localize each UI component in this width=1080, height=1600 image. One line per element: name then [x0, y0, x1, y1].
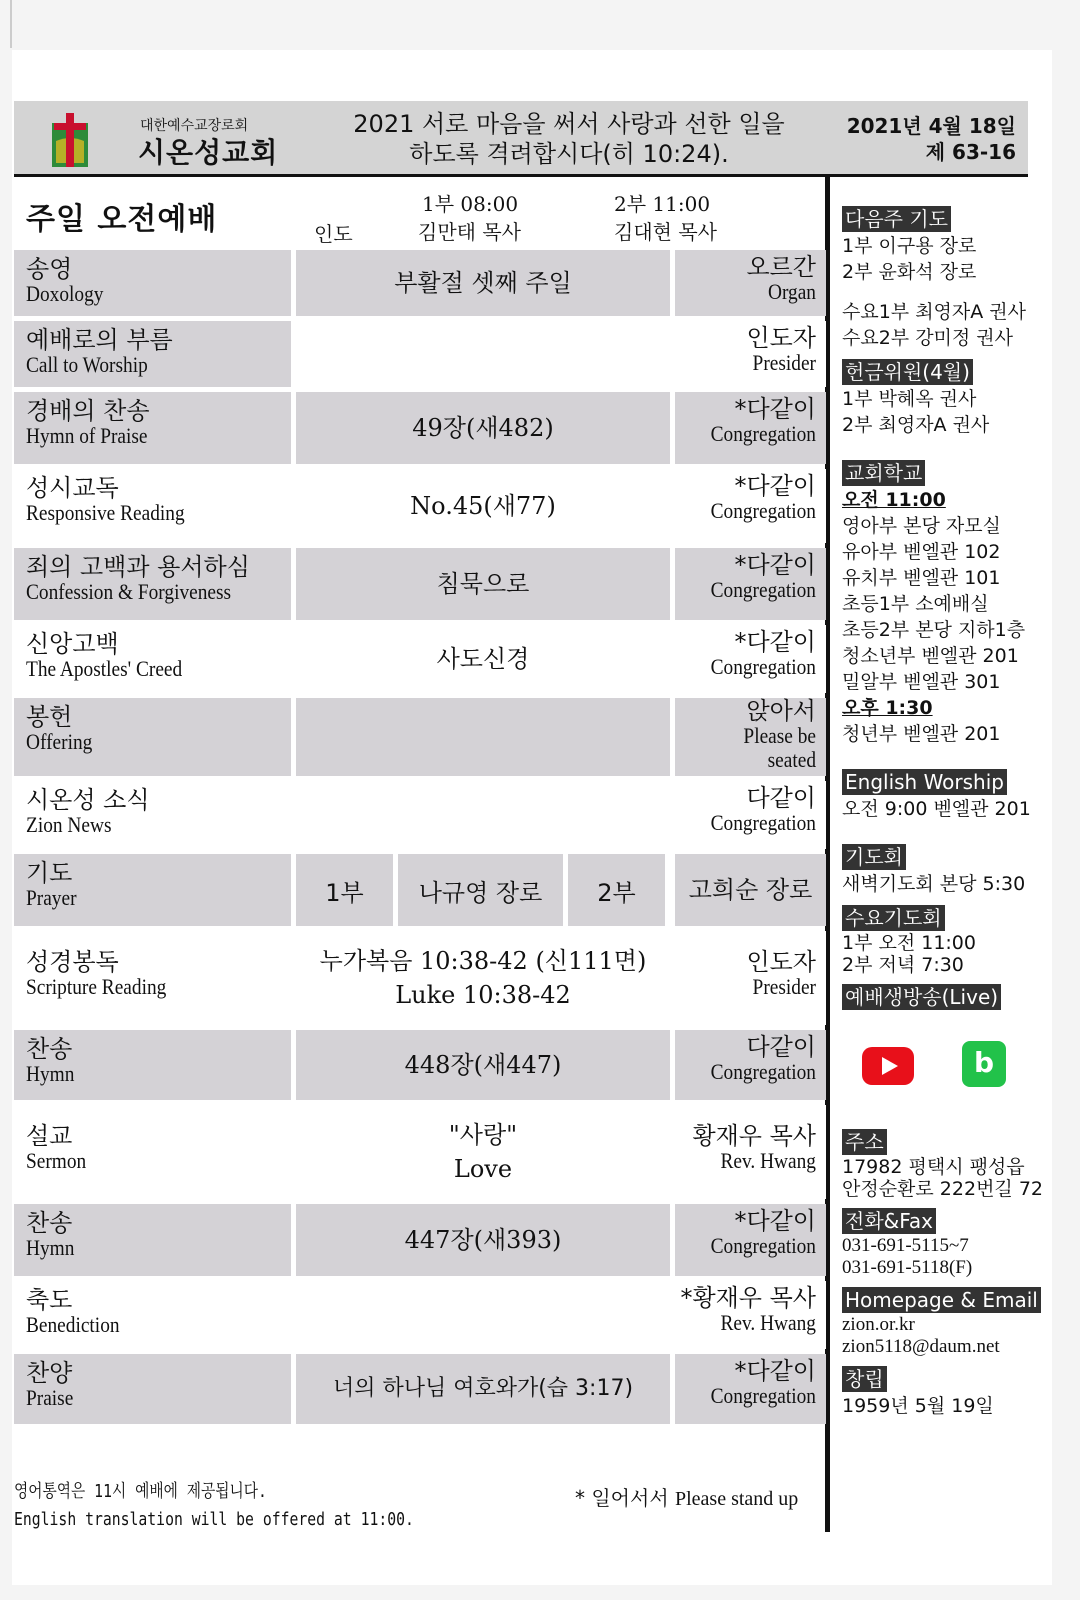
item-content: No.45(새77) — [410, 492, 556, 520]
homepage-link[interactable]: zion.or.kr — [842, 1314, 915, 1335]
sidebar-line: 영아부 본당 자모실 — [842, 515, 1001, 537]
translation-note-en: English translation will be offered at 11:00. — [14, 1509, 414, 1530]
live-links — [842, 1011, 1042, 1121]
scripture-ref-en: Luke 10:38-42 — [395, 981, 571, 1009]
table-row — [14, 548, 826, 620]
scroll-edge — [10, 0, 12, 48]
youtube-icon[interactable] — [862, 1047, 914, 1085]
table-row — [14, 392, 826, 464]
table-row — [14, 469, 826, 543]
item-role-ko: 인도자 — [746, 948, 816, 976]
sidebar-line: 초등2부 본당 지하1층 — [842, 619, 1026, 641]
prayer-meeting-tag: 기도회 — [842, 844, 906, 870]
item-ko: 죄의 고백과 용서하심 — [26, 553, 250, 581]
sidebar-line: 수요2부 강미정 권사 — [842, 327, 1013, 349]
table-row — [14, 698, 826, 776]
item-role-ko: *황재우 목사 — [680, 1284, 816, 1312]
item-en: Hymn of Praise — [26, 423, 148, 448]
item-role-en: Rev. Hwang — [720, 1148, 816, 1173]
sidebar-line: 안정순환로 222번길 72 — [842, 1178, 1043, 1200]
translation-note-ko: 영어통역은 11시 예배에 제공됩니다. — [14, 1481, 267, 1502]
item-content: 447장(새393) — [404, 1226, 562, 1254]
item-ko: 성경봉독 — [26, 948, 119, 976]
item-role-ko: 앉아서 — [746, 697, 816, 725]
translation-note — [14, 1478, 414, 1534]
service2-leader: 김대현 목사 — [614, 220, 717, 244]
item-content: 침묵으로 — [436, 570, 530, 598]
denomination: 대한예수교장로회 — [140, 118, 249, 134]
issue-number: 제 63-16 — [925, 140, 1016, 164]
phone-fax-tag: 전화&Fax — [842, 1208, 936, 1234]
prayer-leader2: 고희순 장로 — [688, 876, 813, 904]
table-row — [14, 931, 826, 1025]
item-en: Doxology — [26, 281, 104, 306]
sidebar-line: 오전 9:00 벧엘관 201 — [842, 798, 1031, 820]
item-role-ko: *다같이 — [734, 628, 816, 656]
item-role-ko: *다같이 — [734, 395, 816, 423]
sidebar — [842, 198, 1042, 1419]
item-role-en: Rev. Hwang — [720, 1310, 816, 1335]
item-en: Call to Worship — [26, 352, 148, 377]
service2-time: 2부 11:00 — [614, 192, 711, 216]
item-role-en: Please be — [743, 723, 816, 748]
sidebar-line: 유치부 벧엘관 101 — [842, 567, 1001, 589]
item-role-en: Organ — [767, 279, 816, 304]
item-en: Benediction — [26, 1312, 120, 1337]
homepage-email-tag: Homepage & Email — [842, 1287, 1041, 1313]
sidebar-line: 오후 1:30 — [842, 697, 933, 719]
item-role-ko: 인도자 — [746, 324, 816, 352]
item-role-en: Congregation — [710, 1059, 816, 1084]
sidebar-line: 초등1부 소예배실 — [842, 593, 989, 615]
next-week-prayer-tag: 다음주 기도 — [842, 206, 951, 232]
prayer-service2: 2부 — [568, 854, 665, 926]
english-worship-tag: English Worship — [842, 769, 1007, 795]
item-role-en: Presider — [752, 974, 816, 999]
item-role-en: Congregation — [710, 1233, 816, 1258]
sidebar-line: 2부 최영자A 권사 — [842, 414, 990, 436]
item-en: Hymn — [26, 1061, 75, 1086]
item-role-ko: *다같이 — [734, 1357, 816, 1385]
item-ko: 찬송 — [26, 1035, 73, 1063]
wednesday-prayer-tag: 수요기도회 — [842, 905, 945, 931]
item-role-en: Congregation — [710, 498, 816, 523]
service-title: 주일 오전예배 — [26, 202, 218, 237]
sermon-title-ko: "사랑" — [448, 1121, 518, 1149]
table-row — [14, 1204, 826, 1276]
item-en: Scripture Reading — [26, 974, 167, 999]
item-ko: 축도 — [26, 1286, 73, 1314]
table-row — [14, 250, 826, 316]
theme-line-2: 하도록 격려합시다(히 10:24). — [409, 140, 729, 168]
email-link[interactable]: zion5118@daum.net — [842, 1336, 1000, 1357]
sidebar-line: 유아부 벧엘관 102 — [842, 541, 1001, 563]
bulletin-date: 2021년 4월 18일 — [846, 114, 1016, 138]
item-content: 너의 하나님 여호와가(습 3:17) — [332, 1376, 634, 1401]
item-en: Praise — [26, 1385, 74, 1410]
item-ko: 성시교독 — [26, 474, 119, 502]
item-role-en: Congregation — [710, 1383, 816, 1408]
item-ko: 시온성 소식 — [26, 786, 150, 814]
item-role-en: Congregation — [710, 421, 816, 446]
table-row — [14, 625, 826, 693]
sidebar-line: 새벽기도회 본당 5:30 — [842, 873, 1026, 895]
item-en: The Apostles' Creed — [26, 656, 183, 681]
item-ko: 송영 — [26, 255, 73, 283]
table-row — [14, 854, 826, 926]
item-role-ko: 오르간 — [746, 253, 816, 281]
sidebar-line: 청년부 벧엘관 201 — [842, 723, 1001, 745]
prayer-service1: 1부 — [296, 854, 393, 926]
sidebar-line: 청소년부 벧엘관 201 — [842, 645, 1019, 667]
prayer-leader1: 나규영 장로 — [398, 854, 563, 926]
sidebar-line: 수요1부 최영자A 권사 — [842, 301, 1026, 323]
stand-note-en: Please stand up — [675, 1488, 799, 1510]
stand-note — [575, 1482, 798, 1511]
sidebar-line: 1959년 5월 19일 — [842, 1395, 994, 1417]
item-role-en-2: seated — [767, 747, 816, 772]
church-name: 시온성교회 — [138, 136, 279, 169]
sidebar-line: 031-691-5118(F) — [842, 1257, 973, 1278]
band-app-icon[interactable]: b — [962, 1041, 1006, 1087]
item-en: Hymn — [26, 1235, 75, 1260]
item-ko: 찬송 — [26, 1209, 73, 1237]
item-role-en: Congregation — [710, 654, 816, 679]
theme-line-1: 2021 서로 마음을 써서 사랑과 선한 일을 — [353, 110, 785, 138]
table-row — [14, 781, 826, 849]
founded-tag: 창립 — [842, 1366, 887, 1392]
item-content: 448장(새447) — [404, 1051, 562, 1079]
table-row — [14, 1030, 826, 1100]
item-role-ko: *다같이 — [734, 472, 816, 500]
item-ko: 신앙고백 — [26, 630, 119, 658]
sidebar-line: 17982 평택시 팽성읍 — [842, 1156, 1025, 1178]
church-school-tag: 교회학교 — [842, 460, 925, 486]
item-role-en: Presider — [752, 350, 816, 375]
leader-label: 인도 — [314, 222, 353, 246]
sidebar-line: 1부 박혜옥 권사 — [842, 388, 977, 410]
item-role-ko: 다같이 — [746, 1033, 816, 1061]
table-row — [14, 1281, 826, 1349]
service1-leader: 김만태 목사 — [418, 220, 521, 244]
address-tag: 주소 — [842, 1129, 887, 1155]
live-stream-tag: 예배생방송(Live) — [842, 984, 1001, 1010]
bulletin-header — [14, 101, 1028, 177]
item-ko: 예배로의 부름 — [26, 326, 173, 354]
date-block — [847, 113, 1016, 165]
item-en: Zion News — [26, 812, 112, 837]
sidebar-line: 밀알부 벧엘관 301 — [842, 671, 1001, 693]
item-ko: 경배의 찬송 — [26, 397, 150, 425]
sidebar-line: 오전 11:00 — [842, 489, 946, 511]
item-ko: 설교 — [26, 1122, 73, 1150]
item-en: Confession & Forgiveness — [26, 579, 232, 604]
church-cross-logo-icon — [52, 113, 88, 167]
item-en: Sermon — [26, 1148, 87, 1173]
sidebar-line: 2부 저녁 7:30 — [842, 954, 964, 976]
item-role-en: Congregation — [710, 810, 816, 835]
item-content: 사도신경 — [436, 645, 530, 673]
item-role-ko: *다같이 — [734, 551, 816, 579]
yearly-theme — [344, 109, 794, 169]
table-row — [14, 1105, 826, 1199]
offering-committee-tag: 헌금위원(4월) — [842, 359, 973, 385]
item-ko: 찬양 — [26, 1359, 73, 1387]
table-row — [14, 321, 826, 387]
sidebar-line: 1부 오전 11:00 — [842, 932, 976, 954]
sermon-title-en: Love — [453, 1155, 513, 1183]
worship-rows — [14, 250, 826, 1429]
item-ko: 기도 — [26, 859, 73, 887]
item-role-en: Congregation — [710, 577, 816, 602]
service-title-row — [14, 180, 826, 250]
item-content: 부활절 셋째 주일 — [394, 269, 572, 297]
item-en: Prayer — [26, 885, 77, 910]
item-role-ko: *다같이 — [734, 1207, 816, 1235]
table-row — [14, 1354, 826, 1424]
item-en: Offering — [26, 729, 93, 754]
sidebar-line: 031-691-5115~7 — [842, 1235, 969, 1256]
scripture-ref-ko: 누가복음 10:38-42 (신111면) — [319, 947, 647, 975]
sidebar-line: 1부 이구용 장로 — [842, 235, 977, 257]
service1-time: 1부 08:00 — [422, 192, 519, 216]
item-en: Responsive Reading — [26, 500, 185, 525]
item-content: 49장(새482) — [412, 414, 554, 442]
item-role-ko: 다같이 — [746, 784, 816, 812]
item-role-ko: 황재우 목사 — [692, 1122, 816, 1150]
sidebar-line: 2부 윤화석 장로 — [842, 261, 977, 283]
stand-note-ko: * 일어서서 — [575, 1486, 669, 1510]
item-ko: 봉헌 — [26, 703, 73, 731]
